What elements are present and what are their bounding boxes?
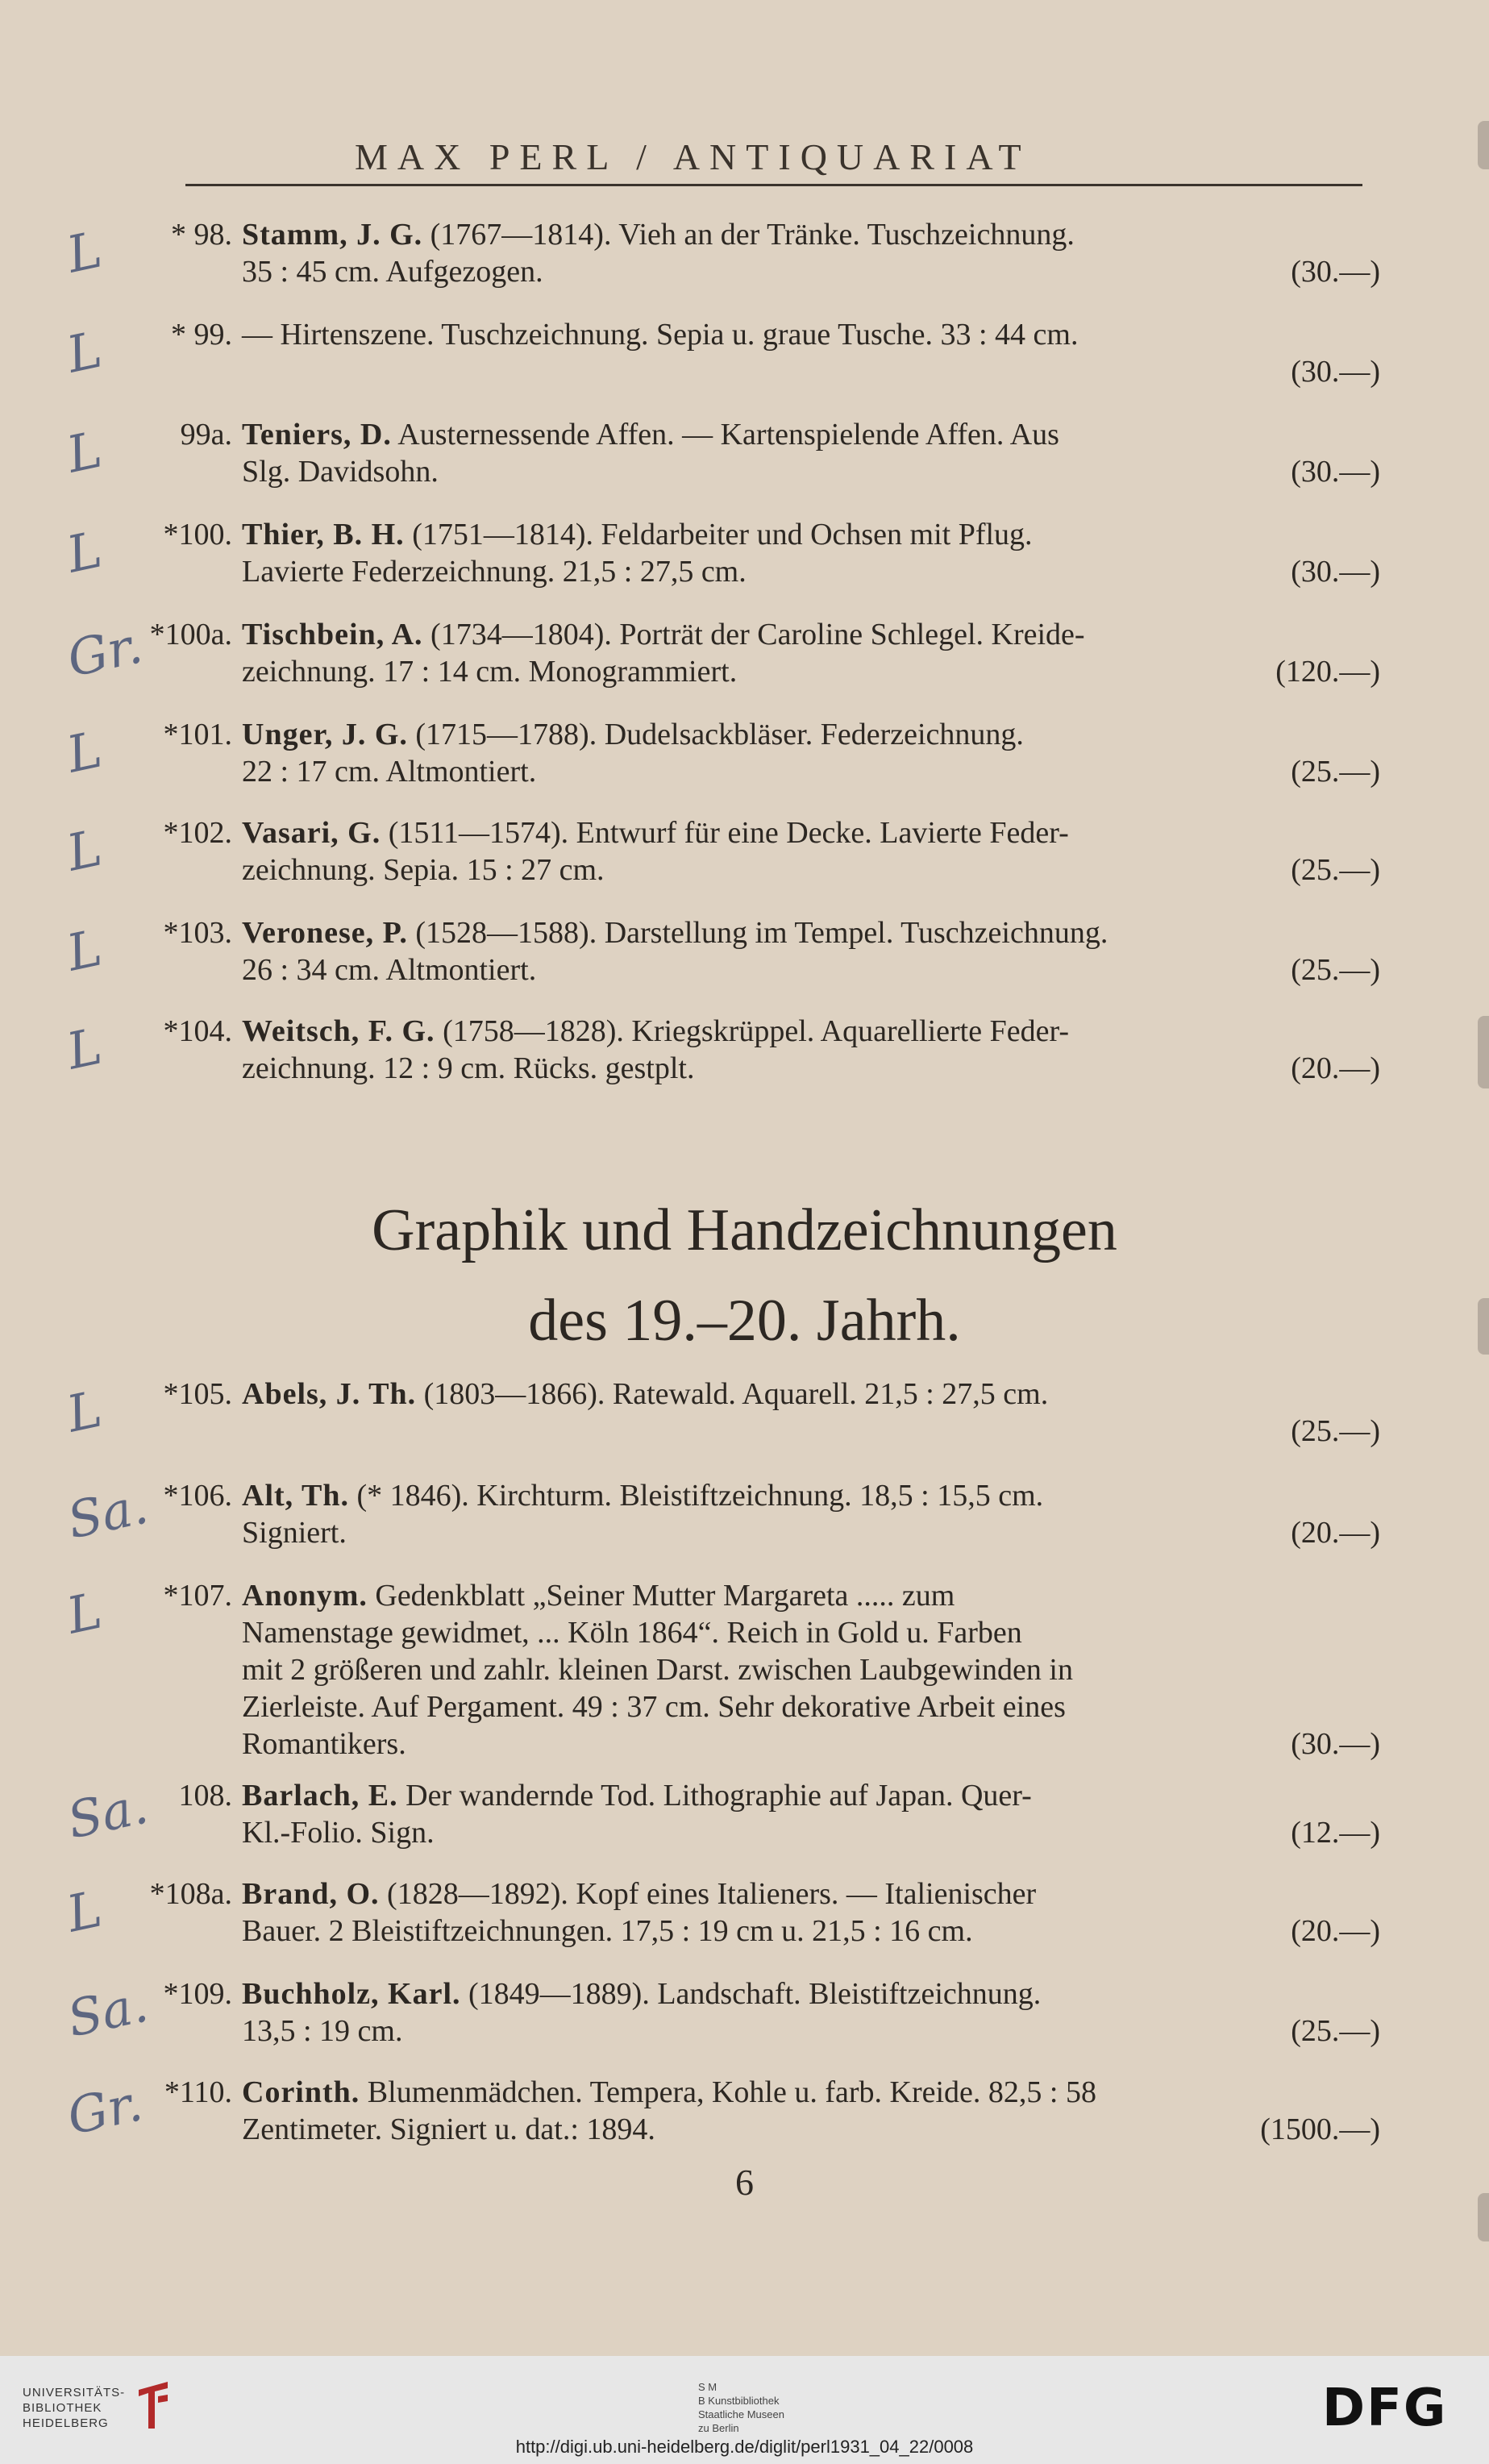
catalog-entry bbox=[62, 1775, 1387, 1851]
entry-line bbox=[242, 253, 1380, 290]
entry-number: *109. bbox=[163, 1977, 232, 2011]
entry-text: (1715—1788). Dudelsackbläser. Federzeichnung. bbox=[415, 718, 1024, 751]
entry-text: Romantikers. bbox=[242, 1727, 406, 1761]
entry-number: * 98. bbox=[171, 218, 232, 252]
entry-price: (25.—) bbox=[1291, 853, 1380, 887]
entry-price: (25.—) bbox=[1291, 2014, 1380, 2048]
entry-price: (30.—) bbox=[1291, 455, 1380, 489]
entry-price: (25.—) bbox=[1291, 755, 1380, 789]
entry-line bbox=[242, 1413, 1380, 1450]
section-title-line1: Graphik und Handzeichnungen bbox=[372, 1197, 1117, 1263]
handwritten-mark: Sa. bbox=[62, 1475, 153, 1550]
catalog-entry bbox=[61, 316, 1387, 390]
entry-line bbox=[242, 1651, 1380, 1688]
entry-line bbox=[242, 1777, 1380, 1814]
library-credit bbox=[698, 2380, 827, 2435]
entry-text: 13,5 : 19 cm. bbox=[242, 2014, 403, 2048]
entry-number: *107. bbox=[163, 1579, 232, 1613]
catalog-entry bbox=[62, 1974, 1387, 2050]
page-number: 6 bbox=[735, 2162, 754, 2203]
entry-price: (25.—) bbox=[1291, 1414, 1380, 1448]
entry-number: *100. bbox=[163, 518, 232, 551]
library-line: B Kunstbibliothek bbox=[698, 2395, 780, 2407]
entry-text: Zentimeter. Signiert u. dat.: 1894. bbox=[242, 2112, 655, 2146]
entry-body bbox=[242, 1013, 1380, 1087]
handwritten-mark: L bbox=[61, 319, 107, 385]
entry-line bbox=[242, 716, 1380, 753]
artist-name: Buchholz, Karl. bbox=[242, 1977, 461, 2011]
entry-number: 108. bbox=[178, 1779, 232, 1813]
artist-name: Weitsch, F. G. bbox=[242, 1014, 435, 1048]
entry-number: *100a. bbox=[149, 618, 232, 651]
entry-body bbox=[242, 716, 1380, 790]
entry-number: *102. bbox=[163, 816, 232, 850]
header-rule bbox=[185, 184, 1362, 186]
catalog-entry bbox=[61, 1376, 1387, 1450]
entry-text: Lavierte Federzeichnung. 21,5 : 27,5 cm. bbox=[242, 555, 747, 589]
entry-text: (1734—1804). Porträt der Caroline Schlegel. Kreide- bbox=[430, 618, 1085, 651]
catalog-entry bbox=[61, 516, 1387, 590]
entry-body bbox=[242, 1777, 1380, 1851]
entry-line bbox=[242, 353, 1380, 390]
artist-name: Tischbein, A. bbox=[242, 618, 423, 651]
entry-number: *110. bbox=[164, 2075, 232, 2109]
entry-line bbox=[242, 416, 1380, 453]
catalog-entry bbox=[61, 914, 1387, 989]
entry-number: *108a. bbox=[149, 1877, 232, 1911]
entry-line bbox=[242, 616, 1380, 653]
entry-text: 35 : 45 cm. Aufgezogen. bbox=[242, 255, 543, 289]
entry-number: *105. bbox=[163, 1377, 232, 1411]
artist-name: Veronese, P. bbox=[242, 916, 408, 950]
catalog-entry bbox=[61, 1875, 1387, 1950]
catalog-entry bbox=[62, 2073, 1387, 2148]
entry-line bbox=[242, 814, 1380, 851]
entry-text: Gedenkblatt „Seiner Mutter Margareta ..... zum bbox=[375, 1579, 955, 1613]
entry-text: (1849—1889). Landschaft. Bleistiftzeichnung. bbox=[468, 1977, 1042, 2011]
entry-price: (120.—) bbox=[1275, 655, 1380, 689]
entry-price: (30.—) bbox=[1291, 355, 1380, 389]
entry-number: *101. bbox=[163, 718, 232, 751]
page-clip bbox=[1478, 1016, 1489, 1088]
entry-text: Slg. Davidsohn. bbox=[242, 455, 439, 489]
entry-body bbox=[242, 1477, 1380, 1551]
handwritten-mark: L bbox=[61, 1580, 107, 1646]
library-line: zu Berlin bbox=[698, 2422, 739, 2434]
handwritten-mark: L bbox=[61, 1379, 107, 1444]
entry-line bbox=[242, 753, 1380, 790]
catalog-entry bbox=[61, 814, 1387, 889]
entry-text: (1751—1814). Feldarbeiter und Ochsen mit Pflug. bbox=[412, 518, 1033, 551]
artist-name: Brand, O. bbox=[242, 1877, 380, 1911]
entry-text: zeichnung. 17 : 14 cm. Monogrammiert. bbox=[242, 655, 738, 689]
catalog-entry bbox=[61, 216, 1387, 290]
handwritten-mark: L bbox=[61, 719, 107, 785]
entry-line bbox=[242, 2111, 1380, 2148]
entry-number: * 99. bbox=[171, 318, 232, 352]
entry-body bbox=[242, 216, 1380, 290]
dfg-logo[interactable]: DFG bbox=[1322, 2379, 1448, 2438]
university-line: HEIDELBERG bbox=[23, 2416, 109, 2430]
catalog-entry bbox=[61, 1577, 1387, 1763]
section-title-line2: des 19.–20. Jahrh. bbox=[528, 1288, 961, 1354]
artist-name: Abels, J. Th. bbox=[242, 1377, 417, 1411]
artist-name: Anonym. bbox=[242, 1579, 368, 1613]
entry-text: zeichnung. 12 : 9 cm. Rücks. gestplt. bbox=[242, 1051, 695, 1085]
artist-name: Alt, Th. bbox=[242, 1479, 349, 1513]
entry-text: Namenstage gewidmet, ... Köln 1864“. Reich in Gold u. Farben bbox=[242, 1616, 1022, 1650]
entry-line bbox=[242, 1814, 1380, 1851]
entry-line bbox=[242, 851, 1380, 889]
entry-price: (25.—) bbox=[1291, 953, 1380, 987]
entry-body bbox=[242, 814, 1380, 889]
entry-body bbox=[242, 316, 1380, 390]
library-line: Staatliche Museen bbox=[698, 2408, 784, 2420]
page-header: MAX PERL / ANTIQUARIAT bbox=[355, 136, 1031, 177]
entry-line bbox=[242, 1875, 1380, 1913]
university-line: UNIVERSITÄTS- bbox=[23, 2386, 126, 2399]
entry-line bbox=[242, 1050, 1380, 1087]
entry-line bbox=[242, 553, 1380, 590]
artist-name: Vasari, G. bbox=[242, 816, 381, 850]
entry-price: (1500.—) bbox=[1260, 2112, 1380, 2146]
artist-name: Stamm, J. G. bbox=[242, 218, 423, 252]
entry-body bbox=[242, 1875, 1380, 1950]
entry-price: (20.—) bbox=[1291, 1516, 1380, 1550]
entry-text: 26 : 34 cm. Altmontiert. bbox=[242, 953, 537, 987]
artist-name: Teniers, D. bbox=[242, 418, 392, 452]
entry-text: Der wandernde Tod. Lithographie auf Japan. Quer- bbox=[406, 1779, 1032, 1813]
catalog-entry bbox=[61, 1013, 1387, 1087]
entry-text: (1767—1814). Vieh an der Tränke. Tuschzeichnung. bbox=[430, 218, 1075, 252]
entry-price: (30.—) bbox=[1291, 255, 1380, 289]
entry-text: 22 : 17 cm. Altmontiert. bbox=[242, 755, 537, 789]
entry-body bbox=[242, 616, 1380, 690]
artist-name: Thier, B. H. bbox=[242, 518, 405, 551]
handwritten-mark: L bbox=[61, 818, 107, 883]
catalog-entry bbox=[62, 1475, 1387, 1551]
source-url-link[interactable]: http://digi.ub.uni-heidelberg.de/diglit/perl1931_04_22/0008 bbox=[515, 2437, 974, 2457]
entry-text: (1528—1588). Darstellung im Tempel. Tuschzeichnung. bbox=[415, 916, 1108, 950]
entry-line bbox=[242, 516, 1380, 553]
entry-body bbox=[242, 2074, 1380, 2148]
handwritten-mark: Sa. bbox=[62, 1775, 153, 1850]
entry-line bbox=[242, 951, 1380, 989]
section-title bbox=[0, 1185, 1489, 1366]
footer bbox=[0, 2356, 1489, 2464]
entry-line bbox=[242, 1688, 1380, 1725]
entry-number: 99a. bbox=[180, 418, 232, 452]
entry-price: (30.—) bbox=[1291, 1727, 1380, 1761]
entry-text: Zierleiste. Auf Pergament. 49 : 37 cm. Sehr dekorative Arbeit eines bbox=[242, 1690, 1066, 1724]
entry-number: *104. bbox=[163, 1014, 232, 1048]
artist-name: Corinth. bbox=[242, 2075, 360, 2109]
entry-text: (1511—1574). Entwurf für eine Decke. Lavierte Feder- bbox=[388, 816, 1069, 850]
entry-price: (12.—) bbox=[1291, 1816, 1380, 1850]
entry-body bbox=[242, 516, 1380, 590]
university-emblem-icon bbox=[135, 2379, 171, 2432]
entry-number: *103. bbox=[163, 916, 232, 950]
university-logo[interactable] bbox=[23, 2385, 152, 2431]
handwritten-mark: L bbox=[61, 1879, 107, 1944]
entry-line bbox=[242, 914, 1380, 951]
university-line: BIBLIOTHEK bbox=[23, 2401, 102, 2415]
entry-line bbox=[242, 316, 1380, 353]
entry-text: — Hirtenszene. Tuschzeichnung. Sepia u. graue Tusche. 33 : 44 cm. bbox=[242, 318, 1079, 352]
handwritten-mark: L bbox=[61, 519, 107, 585]
catalog-entry bbox=[61, 416, 1387, 490]
entry-text: (1803—1866). Ratewald. Aquarell. 21,5 : 27,5 cm. bbox=[423, 1377, 1049, 1411]
entry-price: (20.—) bbox=[1291, 1051, 1380, 1085]
entry-body bbox=[242, 416, 1380, 490]
entry-text: mit 2 größeren und zahlr. kleinen Darst. zwischen Laubgewinden in bbox=[242, 1653, 1073, 1687]
library-line: S M bbox=[698, 2381, 717, 2393]
entry-text: (1828—1892). Kopf eines Italieners. — Italienischer bbox=[387, 1877, 1037, 1911]
handwritten-mark: Gr. bbox=[62, 2073, 148, 2146]
entry-line bbox=[242, 1376, 1380, 1413]
handwritten-mark: Sa. bbox=[62, 1974, 153, 2049]
entry-line bbox=[242, 1614, 1380, 1651]
entry-body bbox=[242, 914, 1380, 989]
entry-text: Bauer. 2 Bleistiftzeichnungen. 17,5 : 19 cm u. 21,5 : 16 cm. bbox=[242, 1914, 973, 1948]
entry-line bbox=[242, 1514, 1380, 1551]
entry-number: *106. bbox=[163, 1479, 232, 1513]
entry-line bbox=[242, 1913, 1380, 1950]
entry-line bbox=[242, 1975, 1380, 2012]
handwritten-mark: Gr. bbox=[62, 615, 148, 689]
entry-text: Signiert. bbox=[242, 1516, 347, 1550]
entry-line bbox=[242, 216, 1380, 253]
entry-body bbox=[242, 1376, 1380, 1450]
handwritten-mark: L bbox=[61, 219, 107, 285]
entry-line bbox=[242, 2074, 1380, 2111]
entry-body bbox=[242, 1577, 1380, 1763]
catalog-entry bbox=[62, 615, 1387, 690]
entry-price: (30.—) bbox=[1291, 555, 1380, 589]
page-clip bbox=[1478, 2193, 1489, 2241]
entry-line bbox=[242, 1577, 1380, 1614]
entry-text: Kl.-Folio. Sign. bbox=[242, 1816, 435, 1850]
entry-line bbox=[242, 453, 1380, 490]
entry-text: zeichnung. Sepia. 15 : 27 cm. bbox=[242, 853, 605, 887]
entry-line bbox=[242, 653, 1380, 690]
entry-line bbox=[242, 1725, 1380, 1763]
handwritten-mark: L bbox=[61, 1016, 107, 1081]
entry-line bbox=[242, 1013, 1380, 1050]
artist-name: Barlach, E. bbox=[242, 1779, 398, 1813]
entry-text: (1758—1828). Kriegskrüppel. Aquarellierte Feder- bbox=[443, 1014, 1070, 1048]
entry-text: (* 1846). Kirchturm. Bleistiftzeichnung. 18,5 : 15,5 cm. bbox=[356, 1479, 1044, 1513]
entry-line bbox=[242, 2012, 1380, 2050]
entry-line bbox=[242, 1477, 1380, 1514]
entry-price: (20.—) bbox=[1291, 1914, 1380, 1948]
catalog-entry bbox=[61, 716, 1387, 790]
handwritten-mark: L bbox=[61, 419, 107, 485]
entry-text: Blumenmädchen. Tempera, Kohle u. farb. Kreide. 82,5 : 58 bbox=[367, 2075, 1096, 2109]
page-clip bbox=[1478, 1298, 1489, 1355]
entry-text: Austernessende Affen. — Kartenspielende Affen. Aus bbox=[397, 418, 1059, 452]
artist-name: Unger, J. G. bbox=[242, 718, 408, 751]
handwritten-mark: L bbox=[61, 918, 107, 983]
page-clip bbox=[1478, 121, 1489, 169]
entry-body bbox=[242, 1975, 1380, 2050]
